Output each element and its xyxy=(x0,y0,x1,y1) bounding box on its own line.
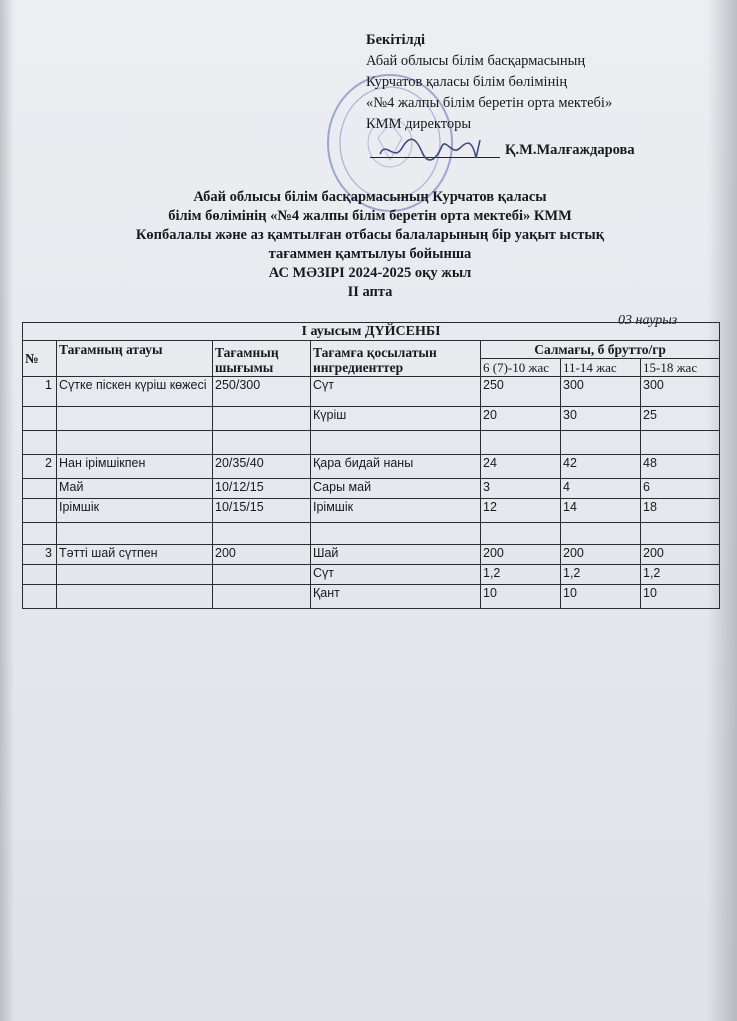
dish-name xyxy=(57,431,213,455)
weight-age-6-10: 250 xyxy=(481,377,561,407)
table-row xyxy=(23,407,720,431)
weight-age-6-10: 200 xyxy=(481,545,561,565)
ingredient-name: Сары май xyxy=(311,479,481,499)
header-yield: Тағамның шығымы xyxy=(213,341,311,377)
heading-line: тағаммен қамтылуы бойынша xyxy=(268,246,472,262)
dish-name: Май xyxy=(57,479,213,499)
dish-name xyxy=(57,523,213,545)
weight-age-15-18: 1,2 xyxy=(641,565,720,585)
weight-age-11-14: 4 xyxy=(561,479,641,499)
dish-name: Нан ірімшікпен xyxy=(57,455,213,479)
dish-name xyxy=(57,585,213,609)
header-age-15-18: 15-18 жас xyxy=(641,359,720,377)
approval-line: Абай облысы білім басқармасының xyxy=(366,53,586,69)
ingredient-name: Қара бидай наны xyxy=(311,455,481,479)
approval-line: Курчатов қаласы білім бөлімінің xyxy=(366,74,568,90)
weight-age-15-18: 48 xyxy=(641,455,720,479)
weight-age-15-18: 6 xyxy=(641,479,720,499)
table-row xyxy=(23,455,720,479)
dish-yield xyxy=(213,585,311,609)
approval-line: КММ директоры xyxy=(366,116,472,132)
header-ingredients: Тағамға қосылатын ингредиенттер xyxy=(311,341,481,377)
header-age-11-14: 11-14 жас xyxy=(561,359,641,377)
row-number: 1 xyxy=(23,377,57,407)
signature-icon xyxy=(376,132,496,166)
weight-age-11-14: 14 xyxy=(561,499,641,523)
menu-date: 03 наурыз xyxy=(618,313,678,328)
dish-name xyxy=(57,565,213,585)
menu-rows xyxy=(23,377,720,609)
weight-age-11-14 xyxy=(561,431,641,455)
dish-yield: 10/15/15 xyxy=(213,499,311,523)
weight-age-6-10: 20 xyxy=(481,407,561,431)
weight-age-11-14 xyxy=(561,523,641,545)
dish-yield xyxy=(213,407,311,431)
ingredient-name: Ірімшік xyxy=(311,499,481,523)
document-heading xyxy=(60,188,680,302)
table-row xyxy=(23,565,720,585)
ingredient-name xyxy=(311,431,481,455)
menu-title: АС МӘЗІРІ 2024-2025 оқу жыл xyxy=(268,265,472,281)
dish-yield: 10/12/15 xyxy=(213,479,311,499)
table-row xyxy=(23,479,720,499)
dish-name: Сүтке піскен күріш көжесі xyxy=(57,377,213,407)
row-number xyxy=(23,407,57,431)
approval-block xyxy=(366,30,612,135)
approval-line: «№4 жалпы білім беретін орта мектебі» xyxy=(366,95,613,111)
weight-age-11-14: 30 xyxy=(561,407,641,431)
dish-yield: 250/300 xyxy=(213,377,311,407)
weight-age-15-18 xyxy=(641,431,720,455)
ingredient-name: Сүт xyxy=(311,377,481,407)
weight-age-11-14: 1,2 xyxy=(561,565,641,585)
row-number xyxy=(23,523,57,545)
weight-age-6-10 xyxy=(481,431,561,455)
ingredient-name: Күріш xyxy=(311,407,481,431)
dish-name xyxy=(57,407,213,431)
header-age-6-10: 6 (7)-10 жас xyxy=(481,359,561,377)
left-shadow xyxy=(0,0,14,1021)
weight-age-15-18 xyxy=(641,523,720,545)
row-number xyxy=(23,585,57,609)
ingredient-name xyxy=(311,523,481,545)
row-number xyxy=(23,499,57,523)
weight-age-11-14: 42 xyxy=(561,455,641,479)
weight-age-15-18: 200 xyxy=(641,545,720,565)
weight-age-6-10: 3 xyxy=(481,479,561,499)
ingredient-name: Сүт xyxy=(311,565,481,585)
weight-age-6-10 xyxy=(481,523,561,545)
dish-name: Тәтті шай сүтпен xyxy=(57,545,213,565)
weight-age-11-14: 200 xyxy=(561,545,641,565)
row-number xyxy=(23,479,57,499)
dish-yield xyxy=(213,431,311,455)
header-weight: Салмағы, б брутто/гр xyxy=(481,341,720,359)
approval-title: Бекітілді xyxy=(366,32,426,48)
header-number: № xyxy=(23,341,57,377)
table-row xyxy=(23,377,720,407)
row-number: 3 xyxy=(23,545,57,565)
menu-table xyxy=(22,322,720,609)
weight-age-11-14: 10 xyxy=(561,585,641,609)
weight-age-6-10: 10 xyxy=(481,585,561,609)
row-number: 2 xyxy=(23,455,57,479)
ingredient-name: Шай xyxy=(311,545,481,565)
dish-yield xyxy=(213,523,311,545)
table-row xyxy=(23,499,720,523)
weight-age-11-14: 300 xyxy=(561,377,641,407)
shift-title: I ауысым ДҮЙСЕНБІ xyxy=(23,323,720,341)
weight-age-15-18: 18 xyxy=(641,499,720,523)
dish-yield: 20/35/40 xyxy=(213,455,311,479)
table-row xyxy=(23,523,720,545)
table-row xyxy=(23,585,720,609)
weight-age-15-18: 10 xyxy=(641,585,720,609)
table-row xyxy=(23,431,720,455)
ingredient-name: Қант xyxy=(311,585,481,609)
heading-line: Абай облысы білім басқармасының Курчатов қаласы xyxy=(193,189,547,205)
heading-line: Көпбалалы және аз қамтылған отбасы балаларының бір уақыт ыстық xyxy=(135,227,605,243)
table-row xyxy=(23,545,720,565)
weight-age-15-18: 300 xyxy=(641,377,720,407)
director-name: Қ.М.Малғаждарова xyxy=(505,142,635,158)
heading-line: білім бөлімінің «№4 жалпы білім беретін орта мектебі» КММ xyxy=(168,208,572,224)
dish-yield: 200 xyxy=(213,545,311,565)
weight-age-6-10: 12 xyxy=(481,499,561,523)
weight-age-6-10: 24 xyxy=(481,455,561,479)
dish-yield xyxy=(213,565,311,585)
weight-age-15-18: 25 xyxy=(641,407,720,431)
row-number xyxy=(23,565,57,585)
row-number xyxy=(23,431,57,455)
weight-age-6-10: 1,2 xyxy=(481,565,561,585)
week-label: II апта xyxy=(347,284,393,300)
dish-name: Ірімшік xyxy=(57,499,213,523)
header-dish: Тағамның атауы xyxy=(57,341,213,377)
